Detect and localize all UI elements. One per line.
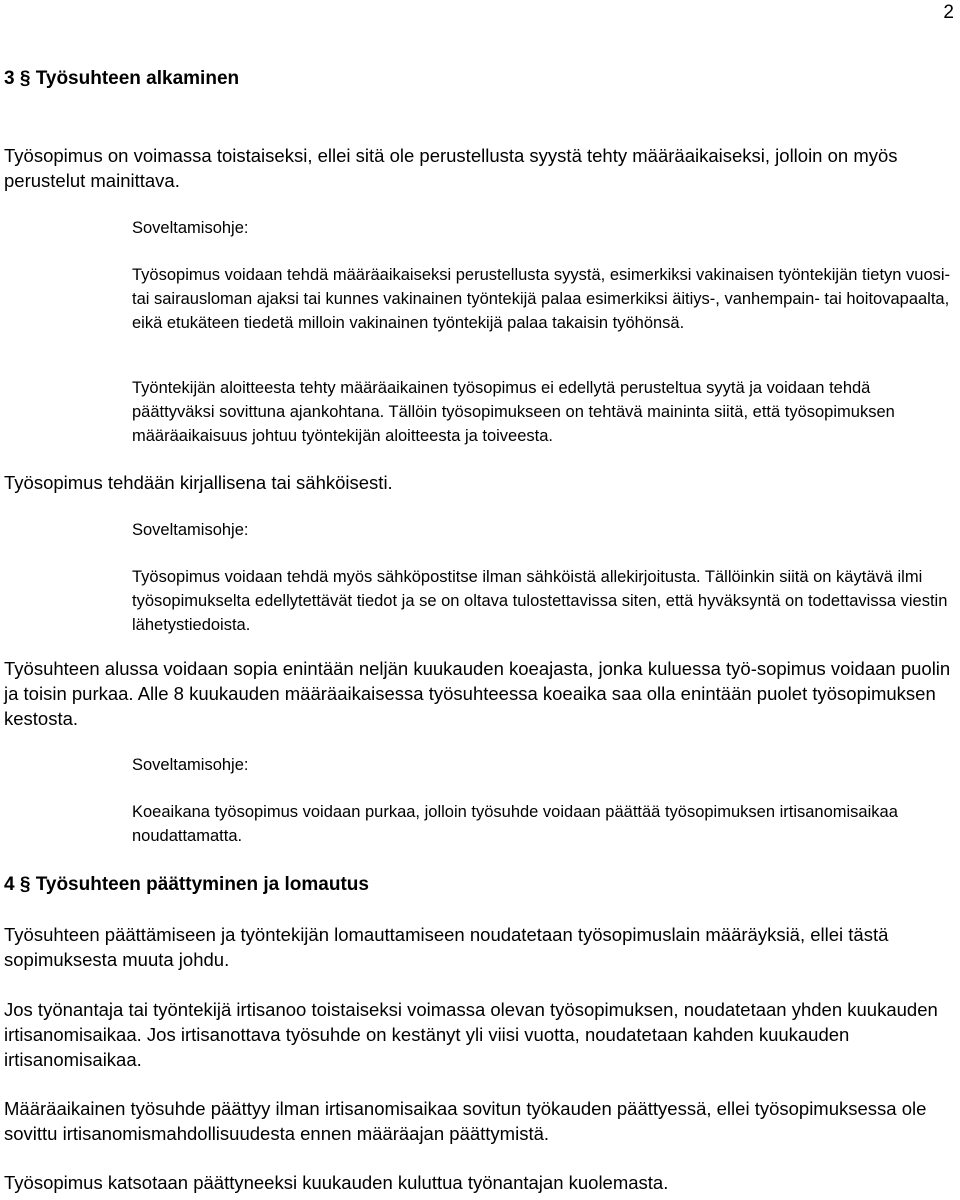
- section-3-paragraph-3: Työsuhteen alussa voidaan sopia enintään neljän kuukauden koeajasta, jonka kuluessa työ-sopimus voidaan puolin ja toisin purkaa. Alle 8 kuukauden määräaikaisessa työsuhteessa koeaika saa olla enintään puolet työsopimuksen kestosta.: [4, 658, 951, 729]
- guidance-label-3: Soveltamisohje:: [132, 756, 249, 774]
- section-3-paragraph-2: Työsopimus tehdään kirjallisena tai sähköisesti.: [4, 472, 393, 493]
- section-4-paragraph-4: Työsopimus katsotaan päättyneeksi kuukauden kuluttua työnantajan kuolemasta.: [4, 1172, 669, 1193]
- guidance-label-1: Soveltamisohje:: [132, 219, 249, 237]
- guidance-2-paragraph-1: Työsopimus voidaan tehdä myös sähköpostitse ilman sähköistä allekirjoitusta. Tällöinkin siitä on käytävä ilmi työsopimukselta edellytettävät tiedot ja se on oltava tulostettavissa siten, että hyväksyntä on todettavissa viestin lähetystiedoista.: [132, 568, 948, 634]
- guidance-1-paragraph-2: Työntekijän aloitteesta tehty määräaikainen työsopimus ei edellytä perusteltua syytä ja voidaan tehdä päättyväksi sovittuna ajankohtana. Tällöin työsopimukseen on tehtävä maininta siitä, että työsopimuksen määräaikaisuus johtuu työntekijän aloitteesta ja toiveesta.: [132, 379, 895, 445]
- guidance-3-paragraph-1: Koeaikana työsopimus voidaan purkaa, jolloin työsuhde voidaan päättää työsopimuksen irtisanomisaikaa noudattamatta.: [132, 803, 898, 845]
- section-3-heading: 3 § Työsuhteen alkaminen: [4, 68, 240, 89]
- page-number: 2: [943, 2, 954, 23]
- section-4-paragraph-1: Työsuhteen päättämiseen ja työntekijän lomauttamiseen noudatetaan työsopimuslain määräyksiä, ellei tästä sopimuksesta muuta johdu.: [4, 924, 889, 970]
- guidance-1-paragraph-1: Työsopimus voidaan tehdä määräaikaiseksi perustellusta syystä, esimerkiksi vakinaisen työntekijän tietyn vuosi- tai sairausloman ajaksi tai kunnes vakinainen työntekijä palaa esimerkiksi äitiys-, vanhempain- tai hoitovapaalta, eikä etukäteen tiedetä milloin vakinainen työntekijä palaa takaisin työhönsä.: [132, 266, 951, 332]
- section-3-paragraph-1: Työsopimus on voimassa toistaiseksi, ellei sitä ole perustellusta syystä tehty määräaikaiseksi, jolloin on myös perustelut mainittava.: [4, 145, 898, 191]
- section-4-paragraph-3: Määräaikainen työsuhde päättyy ilman irtisanomisaikaa sovitun työkauden päättyessä, ellei työsopimuksessa ole sovittu irtisanomismahdollisuudesta ennen määräajan päättymistä.: [4, 1098, 927, 1144]
- section-4-heading: 4 § Työsuhteen päättyminen ja lomautus: [4, 874, 369, 895]
- section-4-paragraph-2: Jos työnantaja tai työntekijä irtisanoo toistaiseksi voimassa olevan työsopimuksen, noudatetaan yhden kuukauden irtisanomisaikaa. Jos irtisanottava työsuhde on kestänyt yli viisi vuotta, noudatetaan kahden kuukauden irtisanomisaikaa.: [4, 999, 938, 1070]
- guidance-label-2: Soveltamisohje:: [132, 521, 249, 539]
